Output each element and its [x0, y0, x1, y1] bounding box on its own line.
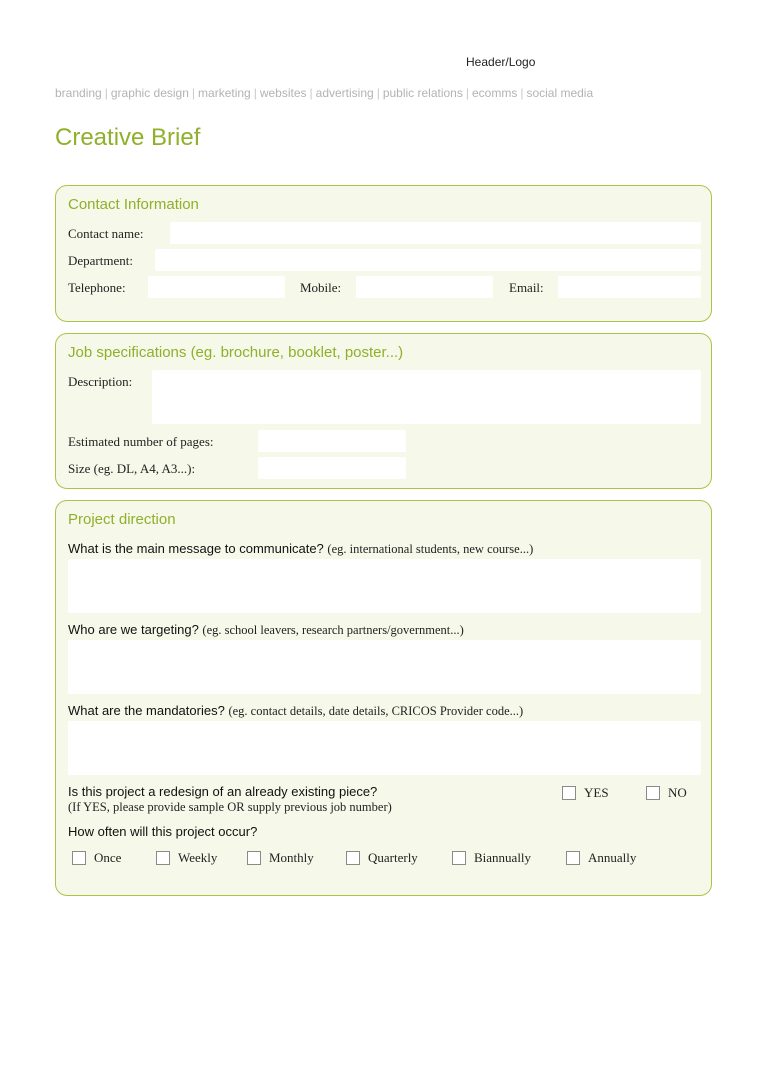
service-websites: websites: [259, 86, 307, 100]
annually-label: Annually: [588, 849, 637, 865]
message-question-text: What is the main message to communicate?: [68, 541, 324, 556]
once-checkbox[interactable]: [72, 851, 86, 865]
frequency-once-option[interactable]: [72, 849, 121, 867]
frequency-question: How often will this project occur?: [68, 824, 258, 839]
panel-title-project: Project direction: [68, 511, 176, 528]
panel-title-job: Job specifications (eg. brochure, booklet, poster...): [68, 344, 404, 361]
size-field[interactable]: [258, 457, 406, 479]
yes-option[interactable]: [562, 784, 609, 802]
service-public-relations: public relations: [382, 86, 463, 100]
monthly-checkbox[interactable]: [247, 851, 261, 865]
telephone-label: Telephone:: [68, 280, 126, 295]
quarterly-label: Quarterly: [368, 849, 418, 865]
project-direction-panel: [55, 500, 712, 896]
services-tagline: [55, 86, 593, 100]
description-field[interactable]: [152, 370, 701, 424]
telephone-field[interactable]: [148, 276, 285, 298]
quarterly-checkbox[interactable]: [346, 851, 360, 865]
service-advertising: advertising: [315, 86, 374, 100]
yes-checkbox[interactable]: [562, 786, 576, 800]
target-audience-field[interactable]: [68, 640, 701, 694]
message-hint: (eg. international students, new course...): [327, 542, 534, 556]
separator: |: [465, 86, 469, 100]
target-question: [68, 622, 464, 638]
weekly-checkbox[interactable]: [156, 851, 170, 865]
redesign-note: (If YES, please provide sample OR supply previous job number): [68, 800, 392, 814]
frequency-annually-option[interactable]: [566, 849, 636, 867]
redesign-question: Is this project a redesign of an already existing piece?: [68, 784, 378, 799]
description-label: Description:: [68, 374, 133, 389]
panel-title-contact: Contact Information: [68, 196, 199, 213]
mobile-field[interactable]: [356, 276, 493, 298]
main-message-field[interactable]: [68, 559, 701, 613]
mobile-label: Mobile:: [300, 280, 342, 295]
target-hint: (eg. school leavers, research partners/government...): [202, 623, 464, 637]
mandatories-question-text: What are the mandatories?: [68, 703, 225, 718]
job-specifications-panel: [55, 333, 712, 489]
service-marketing: marketing: [198, 86, 251, 100]
document-title: Creative Brief: [55, 124, 201, 151]
weekly-label: Weekly: [178, 849, 218, 865]
once-label: Once: [94, 849, 122, 865]
mandatories-hint: (eg. contact details, date details, CRICOS Provider code...): [228, 704, 524, 718]
no-checkbox[interactable]: [646, 786, 660, 800]
service-ecomms: ecomms: [471, 86, 518, 100]
email-label: Email:: [509, 280, 544, 295]
header-logo: Header/Logo: [466, 55, 536, 69]
annually-checkbox[interactable]: [566, 851, 580, 865]
contact-name-field[interactable]: [170, 222, 701, 244]
mandatories-field[interactable]: [68, 721, 701, 775]
contact-information-panel: [55, 185, 712, 322]
service-branding: branding: [55, 86, 102, 100]
separator: |: [253, 86, 257, 100]
separator: |: [520, 86, 524, 100]
yes-label: YES: [584, 784, 609, 800]
frequency-biannually-option[interactable]: [452, 849, 531, 867]
email-field[interactable]: [558, 276, 701, 298]
separator: |: [376, 86, 380, 100]
pages-field[interactable]: [258, 430, 406, 452]
contact-name-label: Contact name:: [68, 226, 144, 241]
biannually-label: Biannually: [474, 849, 532, 865]
monthly-label: Monthly: [269, 849, 314, 865]
frequency-quarterly-option[interactable]: [346, 849, 418, 867]
mandatories-question: [68, 703, 523, 719]
separator: |: [104, 86, 108, 100]
frequency-weekly-option[interactable]: [156, 849, 217, 867]
pages-label: Estimated number of pages:: [68, 434, 214, 449]
department-label: Department:: [68, 253, 133, 268]
separator: |: [191, 86, 196, 100]
frequency-monthly-option[interactable]: [247, 849, 314, 867]
department-field[interactable]: [155, 249, 701, 271]
biannually-checkbox[interactable]: [452, 851, 466, 865]
size-label: Size (eg. DL, A4, A3...):: [68, 461, 196, 476]
message-question: [68, 541, 533, 557]
separator: |: [309, 86, 313, 100]
service-social-media: social media: [526, 86, 594, 100]
target-question-text: Who are we targeting?: [68, 622, 199, 637]
no-label: NO: [668, 784, 687, 800]
no-option[interactable]: [646, 784, 687, 802]
service-graphic-design: graphic design: [110, 86, 189, 100]
